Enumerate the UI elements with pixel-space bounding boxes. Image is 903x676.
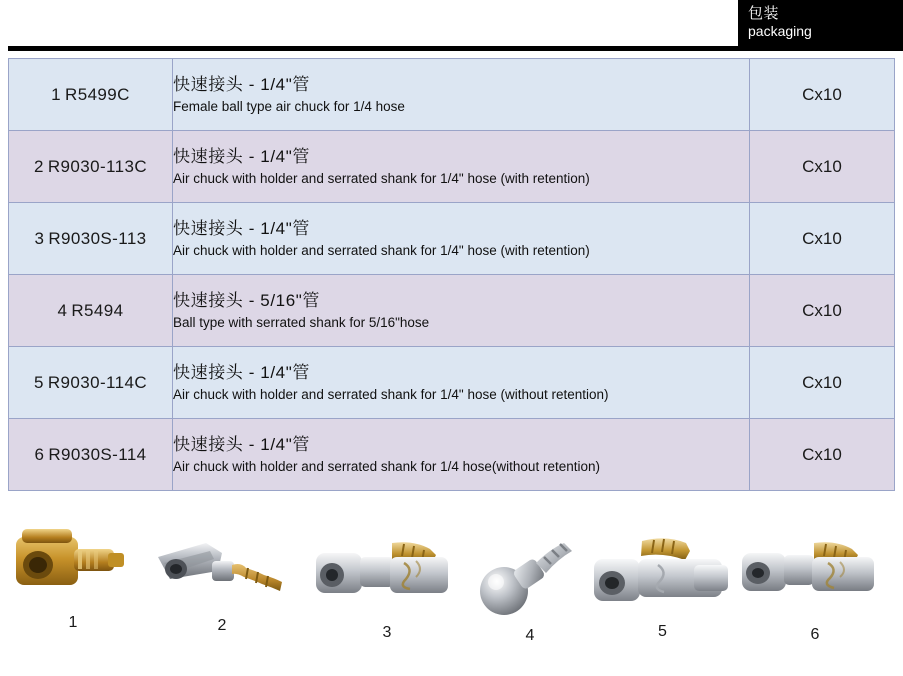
row-code: R9030S-114 [48, 444, 147, 464]
product-table-body [9, 59, 895, 491]
row-packaging-cell: Cx10 [750, 59, 895, 131]
row-description-cell [173, 131, 750, 203]
row-code-cell [9, 203, 173, 275]
row-code: R5494 [71, 300, 124, 320]
table-row [9, 59, 895, 131]
row-code: R9030-113C [47, 156, 147, 176]
air-chuck-with-holder-icon [312, 535, 462, 620]
row-description-cn: 快速接头 - 1/4"管 [173, 218, 310, 238]
row-packaging-cell: Cx10 [750, 419, 895, 491]
row-description-en: Air chuck with holder and serrated shank for 1/4 hose(without retention) [173, 458, 600, 474]
table-row [9, 347, 895, 419]
product-image-6 [740, 537, 890, 644]
packaging-label-en: packaging [748, 23, 812, 39]
product-caption: 1 [68, 614, 78, 631]
row-description-en: Female ball type air chuck for 1/4 hose [173, 98, 405, 114]
row-packaging-cell: Cx10 [750, 131, 895, 203]
product-table [8, 58, 895, 491]
product-caption: 5 [658, 623, 667, 640]
product-caption: 3 [382, 624, 392, 641]
row-description-cell [173, 347, 750, 419]
clip-on-air-chuck-icon [152, 523, 297, 613]
row-description-cell [173, 59, 750, 131]
row-code: R9030-114C [47, 372, 147, 392]
row-code: R5499C [65, 84, 130, 104]
row-code-cell [9, 275, 173, 347]
row-number: 3 [34, 228, 45, 248]
row-description-cn: 快速接头 - 1/4"管 [173, 362, 310, 382]
row-description-en: Air chuck with holder and serrated shank for 1/4" hose (with retention) [173, 170, 590, 186]
packaging-label-cn: 包装 [748, 5, 780, 22]
row-number: 5 [34, 372, 44, 392]
product-image-5 [590, 529, 735, 641]
row-code-cell [9, 59, 173, 131]
row-number: 1 [51, 84, 62, 104]
row-code-cell [9, 131, 173, 203]
row-packaging-cell: Cx10 [750, 275, 895, 347]
product-caption: 4 [525, 627, 535, 644]
row-number: 6 [34, 444, 45, 464]
brass-air-chuck-icon [8, 515, 138, 610]
row-packaging-cell: Cx10 [750, 347, 895, 419]
row-description-cell [173, 275, 750, 347]
product-caption: 6 [810, 626, 820, 643]
air-chuck-holder-brass-shank-icon [590, 529, 735, 619]
row-description-cn: 快速接头 - 5/16"管 [173, 290, 321, 310]
row-packaging-cell: Cx10 [750, 203, 895, 275]
row-description-cn: 快速接头 - 1/4"管 [173, 74, 310, 94]
row-description-cn: 快速接头 - 1/4"管 [173, 434, 310, 454]
product-image-2 [152, 523, 292, 635]
row-description-en: Ball type with serrated shank for 5/16"hose [173, 314, 430, 330]
product-image-3 [312, 535, 462, 642]
table-row [9, 203, 895, 275]
product-image-4 [470, 533, 590, 645]
row-number: 4 [57, 300, 68, 320]
page-header [0, 0, 903, 56]
product-image-1 [8, 515, 138, 632]
ball-type-chuck-icon [470, 533, 590, 623]
row-code-cell [9, 347, 173, 419]
row-description-cn: 快速接头 - 1/4"管 [173, 146, 310, 166]
product-image-gallery [0, 505, 903, 665]
header-divider-rule [8, 46, 903, 51]
product-caption: 2 [217, 617, 227, 634]
table-row [9, 131, 895, 203]
row-code-cell [9, 419, 173, 491]
row-description-cell [173, 419, 750, 491]
packaging-header-block [738, 0, 903, 46]
row-code: R9030S-113 [48, 228, 147, 248]
air-chuck-without-retention-icon [740, 537, 890, 622]
row-description-cell [173, 203, 750, 275]
table-row [9, 419, 895, 491]
table-row [9, 275, 895, 347]
row-description-en: Air chuck with holder and serrated shank for 1/4" hose (with retention) [173, 242, 590, 258]
row-description-en: Air chuck with holder and serrated shank for 1/4" hose (without retention) [173, 386, 609, 402]
row-number: 2 [34, 156, 44, 176]
